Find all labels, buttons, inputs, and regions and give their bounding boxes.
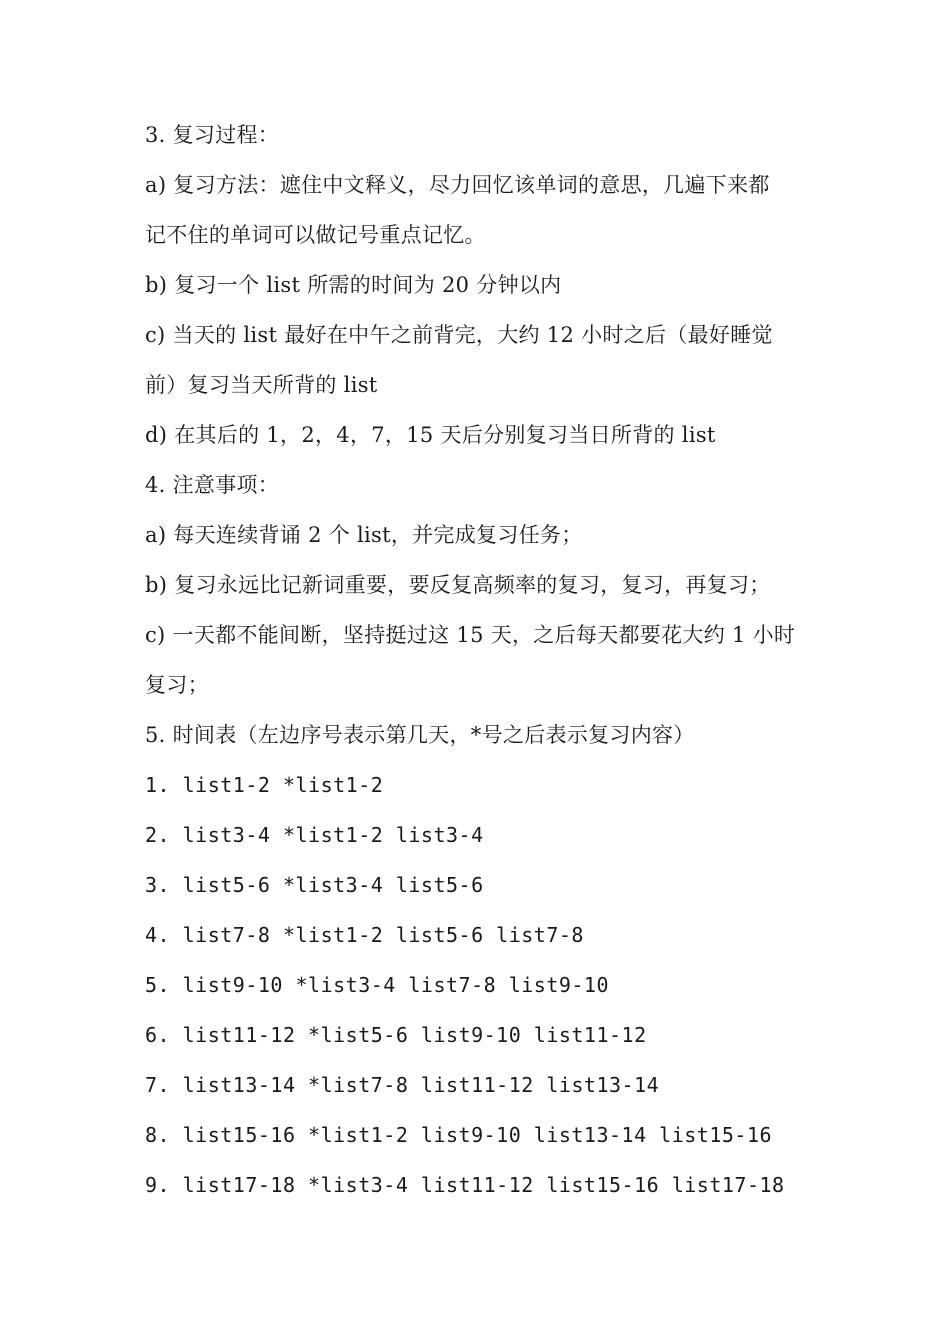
- paragraph-line: c) 当天的 list 最好在中午之前背完，大约 12 小时之后（最好睡觉: [145, 323, 773, 347]
- schedule-item: 4. list7-8 *list1-2 list5-6 list7-8: [145, 923, 584, 947]
- schedule-item: 3. list5-6 *list3-4 list5-6: [145, 873, 484, 897]
- schedule-item: 9. list17-18 *list3-4 list11-12 list15-16 list17-18: [145, 1173, 785, 1197]
- paragraph-line: a) 每天连续背诵 2 个 list，并完成复习任务；: [145, 523, 583, 547]
- schedule-item: 1. list1-2 *list1-2: [145, 773, 384, 797]
- schedule-item: 5. list9-10 *list3-4 list7-8 list9-10: [145, 973, 610, 997]
- paragraph-line: c) 一天都不能间断，坚持挺过这 15 天，之后每天都要花大约 1 小时: [145, 623, 796, 647]
- schedule-item: 7. list13-14 *list7-8 list11-12 list13-14: [145, 1073, 660, 1097]
- document-body: [145, 110, 810, 1210]
- paragraph-line: b) 复习一个 list 所需的时间为 20 分钟以内: [145, 273, 562, 297]
- paragraph-line: 前）复习当天所背的 list: [145, 373, 378, 397]
- schedule-item: 8. list15-16 *list1-2 list9-10 list13-14 list15-16: [145, 1123, 773, 1147]
- paragraph-line: b) 复习永远比记新词重要，要反复高频率的复习，复习，再复习；: [145, 573, 771, 597]
- paragraph-line: 记不住的单词可以做记号重点记忆。: [145, 223, 486, 247]
- section-heading-schedule: 5. 时间表（左边序号表示第几天，*号之后表示复习内容）: [145, 723, 695, 747]
- schedule-item: 6. list11-12 *list5-6 list9-10 list11-12: [145, 1023, 647, 1047]
- paragraph-line: d) 在其后的 1，2，4，7，15 天后分别复习当日所背的 list: [145, 423, 716, 447]
- schedule-item: 2. list3-4 *list1-2 list3-4: [145, 823, 484, 847]
- paragraph-line: a) 复习方法：遮住中文释义，尽力回忆该单词的意思，几遍下来都: [145, 173, 770, 197]
- section-heading-review-process: 3. 复习过程：: [145, 123, 280, 147]
- section-heading-notes: 4. 注意事项：: [145, 473, 280, 497]
- paragraph-line: 复习；: [145, 673, 209, 697]
